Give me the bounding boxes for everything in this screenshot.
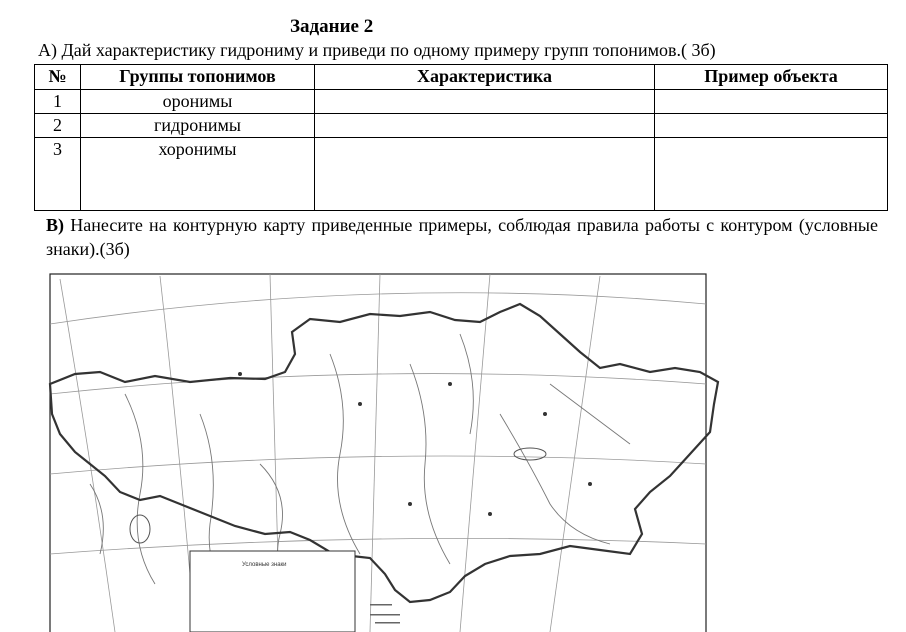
row-example-cell[interactable] (655, 138, 888, 211)
row-group: оронимы (81, 90, 315, 114)
task-a-text: А) Дай характеристику гидрониму и приведи по одному примеру групп топонимов.( 3б) (38, 40, 716, 60)
header-characteristic: Характеристика (315, 65, 655, 90)
task-b-label: В) (46, 215, 64, 235)
row-characteristic-cell[interactable] (315, 138, 655, 211)
header-group: Группы топонимов (81, 65, 315, 90)
row-number: 3 (35, 138, 81, 211)
map-graticule (50, 274, 706, 632)
row-group: хоронимы (81, 138, 315, 211)
table-header-row (35, 65, 888, 90)
row-characteristic-cell[interactable] (315, 114, 655, 138)
lake-aral (130, 515, 150, 543)
row-number: 2 (35, 114, 81, 138)
legend-title: Условные знаки (242, 562, 287, 568)
map-frame (50, 274, 706, 632)
row-characteristic-cell[interactable] (315, 90, 655, 114)
row-group: гидронимы (81, 114, 315, 138)
row-example-cell[interactable] (655, 114, 888, 138)
header-example: Пример объекта (655, 65, 888, 90)
lake-balkhash (514, 448, 546, 460)
task-b-text (46, 213, 878, 261)
table-row (35, 138, 888, 211)
row-example-cell[interactable] (655, 90, 888, 114)
table-row (35, 114, 888, 138)
toponyms-table (34, 64, 888, 211)
task-b-body: Нанесите на контурную карту приведенные примеры, соблюдая правила работы с контуром (условные знаки).(3б) (46, 215, 878, 259)
task-title: Задание 2 (290, 16, 374, 37)
country-border (50, 304, 718, 602)
map-towns (238, 372, 592, 516)
row-number: 1 (35, 90, 81, 114)
scale-block (370, 604, 400, 624)
table-row (35, 90, 888, 114)
header-number: № (35, 65, 81, 90)
contour-map (30, 264, 730, 632)
